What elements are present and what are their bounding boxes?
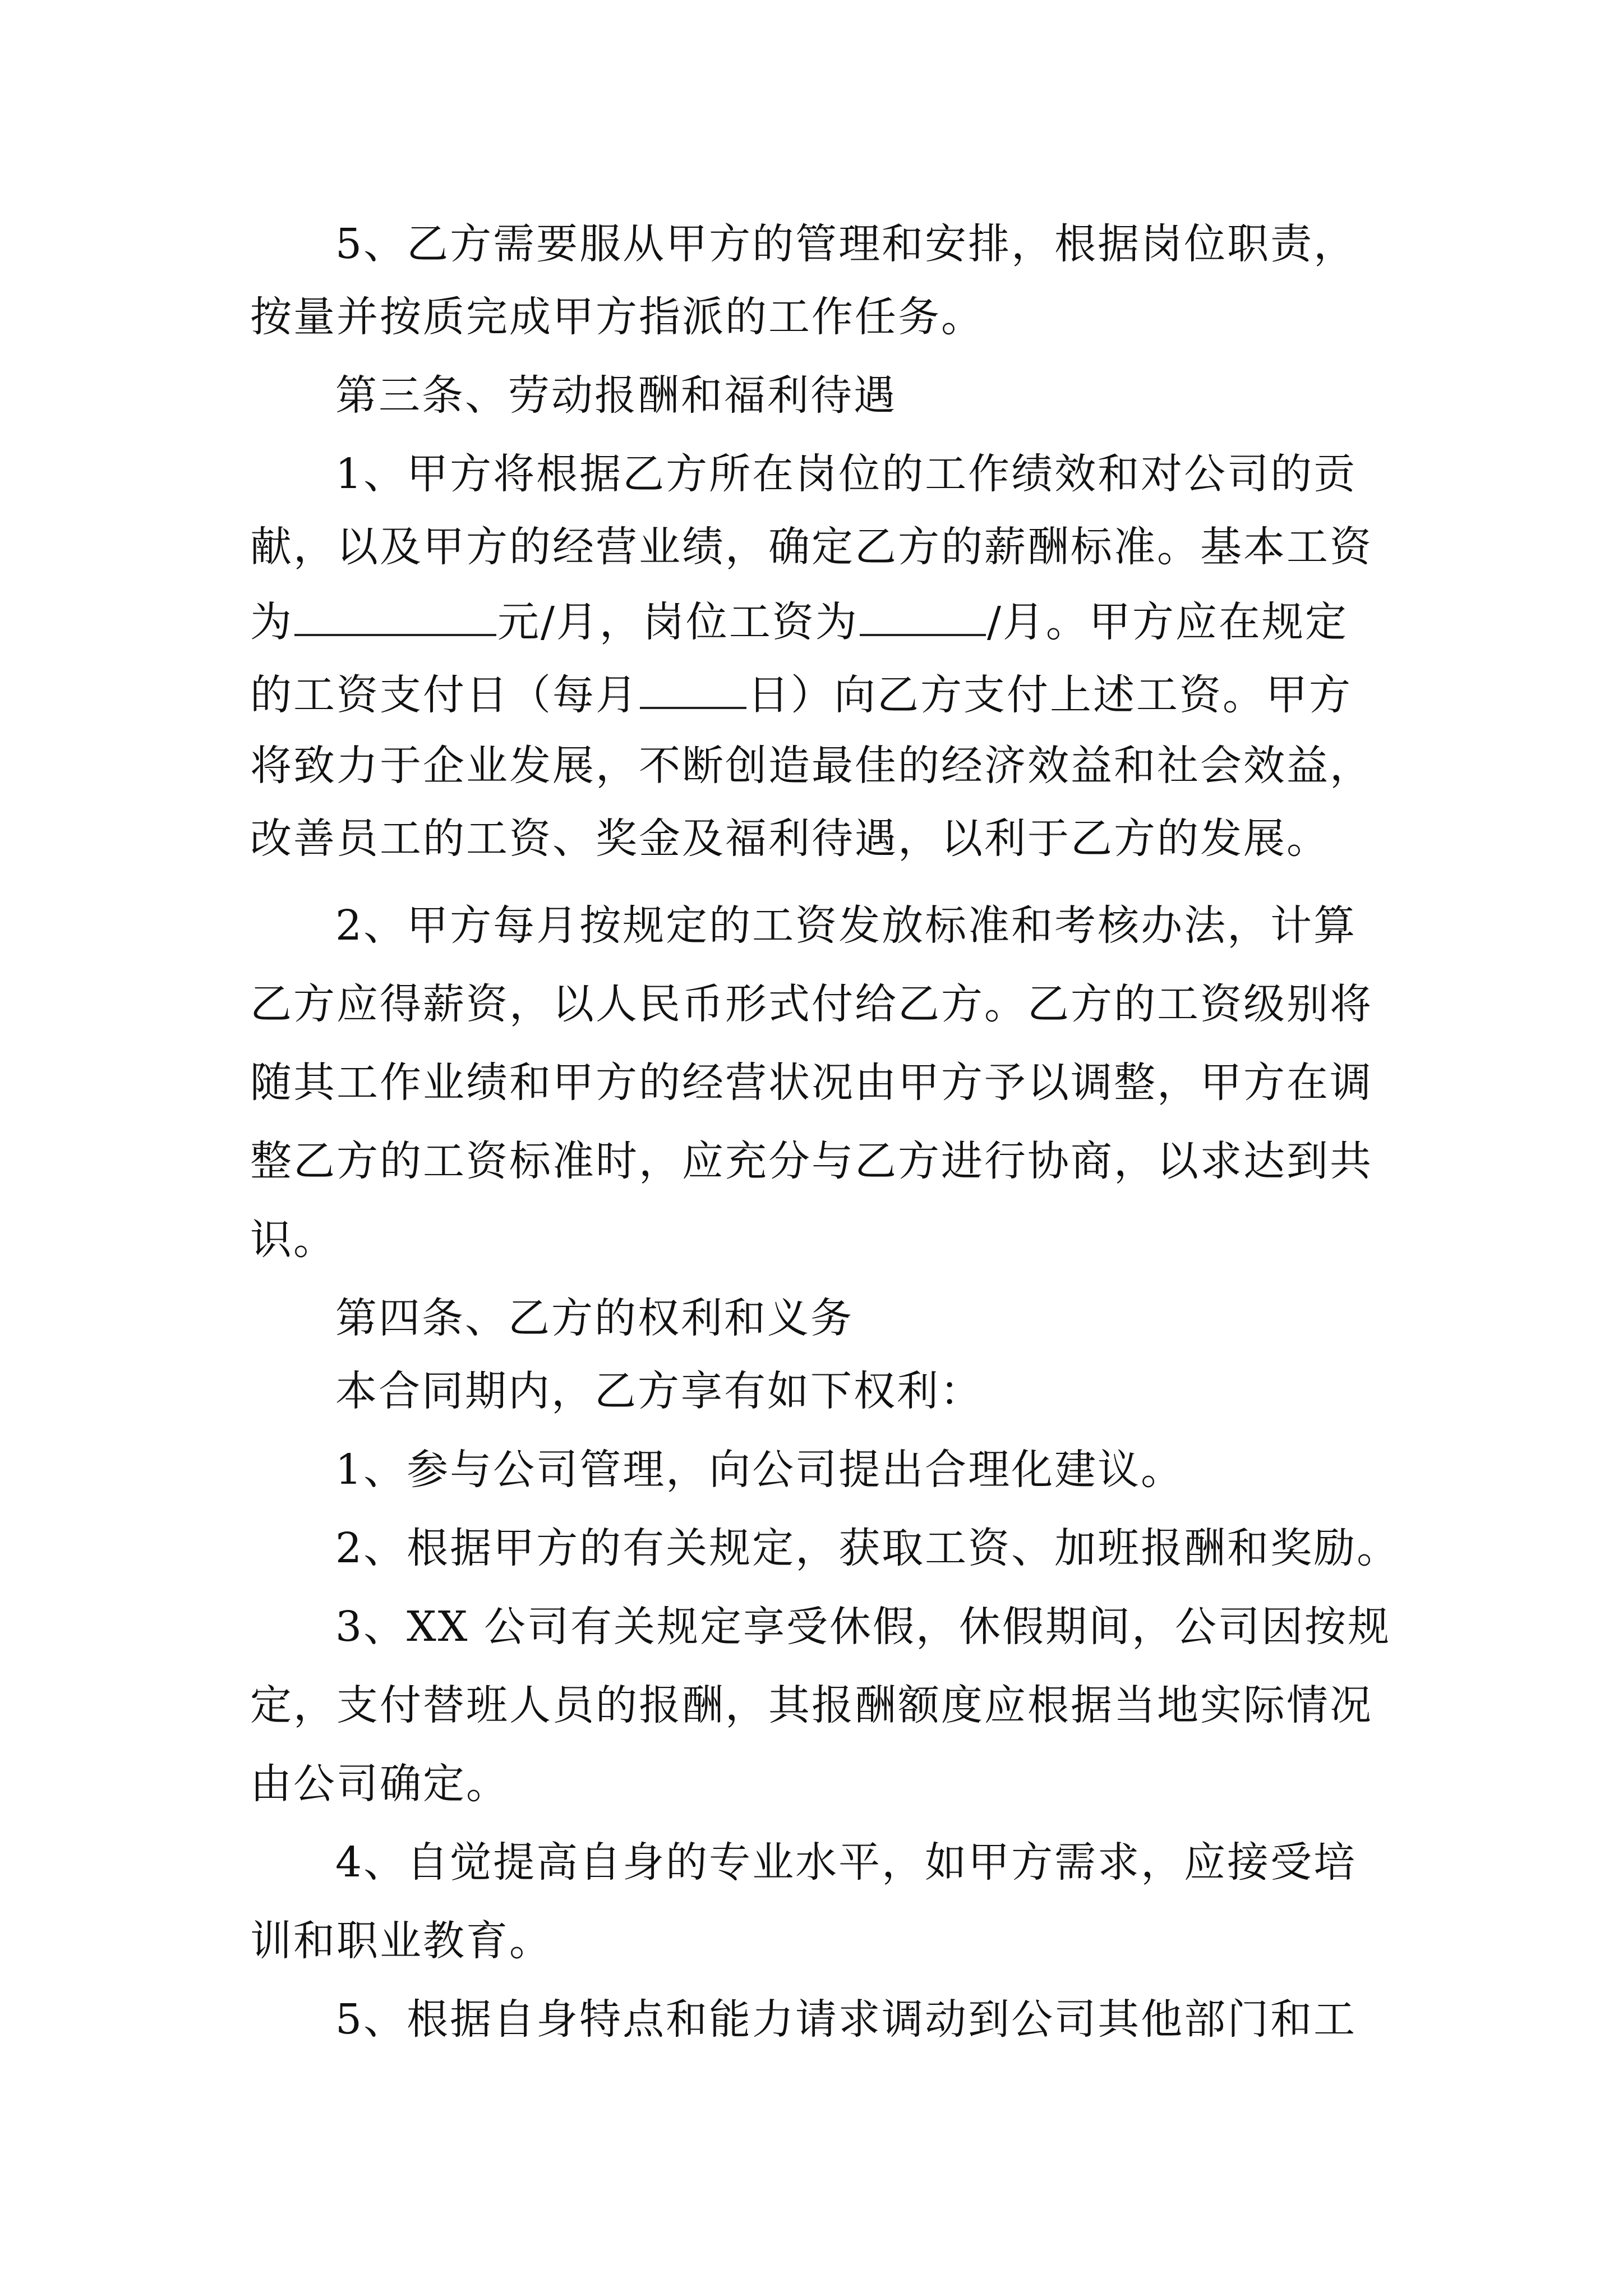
paragraph-line: 乙方应得薪资，以人民币形式付给乙方。乙方的工资级别将	[250, 980, 1373, 1028]
paragraph-line-with-blanks	[250, 598, 1348, 646]
paragraph-line: 2、根据甲方的有关规定，获取工资、加班报酬和奖励。	[335, 1524, 1400, 1572]
fill-in-blank	[860, 599, 986, 636]
section-heading: 第四条、乙方的权利和义务	[335, 1294, 854, 1342]
line-text: 为	[250, 598, 293, 646]
paragraph-line: 5、乙方需要服从甲方的管理和安排，根据岗位职责，	[335, 220, 1357, 268]
paragraph-line: 按量并按质完成甲方指派的工作任务。	[250, 293, 984, 341]
paragraph-line: 定，支付替班人员的报酬，其报酬额度应根据当地实际情况	[250, 1681, 1373, 1729]
paragraph-line: 献，以及甲方的经营业绩，确定乙方的薪酬标准。基本工资	[250, 523, 1373, 571]
paragraph-line: 本合同期内，乙方享有如下权利：	[335, 1367, 983, 1415]
paragraph-line: 3、XX 公司有关规定享受休假，休假期间，公司因按规	[335, 1603, 1391, 1651]
paragraph-line: 识。	[250, 1216, 336, 1264]
paragraph-line: 2、甲方每月按规定的工资发放标准和考核办法，计算	[335, 901, 1357, 950]
paragraph-line: 1、参与公司管理，向公司提出合理化建议。	[335, 1446, 1184, 1494]
paragraph-line: 4、自觉提高自身的专业水平，如甲方需求，应接受培	[335, 1838, 1357, 1887]
paragraph-line: 训和职业教育。	[250, 1917, 552, 1965]
paragraph-line: 将致力于企业发展，不断创造最佳的经济效益和社会效益，	[250, 742, 1373, 790]
line-text: 日）向乙方支付上述工资。甲方	[748, 671, 1352, 719]
paragraph-line: 5、根据自身特点和能力请求调动到公司其他部门和工	[335, 1995, 1357, 2044]
line-text: /月。甲方应在规定	[986, 598, 1348, 646]
paragraph-line: 随其工作业绩和甲方的经营状况由甲方予以调整，甲方在调	[250, 1059, 1373, 1107]
paragraph-line-with-blanks	[250, 671, 1352, 719]
line-text: 的工资支付日（每月	[250, 671, 639, 719]
section-heading: 第三条、劳动报酬和福利待遇	[335, 371, 897, 420]
fill-in-blank	[294, 599, 496, 636]
fill-in-blank	[640, 672, 746, 709]
paragraph-line: 由公司确定。	[250, 1760, 509, 1808]
paragraph-line: 1、甲方将根据乙方所在岗位的工作绩效和对公司的贡	[335, 450, 1357, 498]
paragraph-line: 整乙方的工资标准时，应充分与乙方进行协商，以求达到共	[250, 1137, 1373, 1185]
line-text: 元/月，岗位工资为	[497, 598, 859, 646]
paragraph-line: 改善员工的工资、奖金及福利待遇，以利于乙方的发展。	[250, 815, 1330, 863]
